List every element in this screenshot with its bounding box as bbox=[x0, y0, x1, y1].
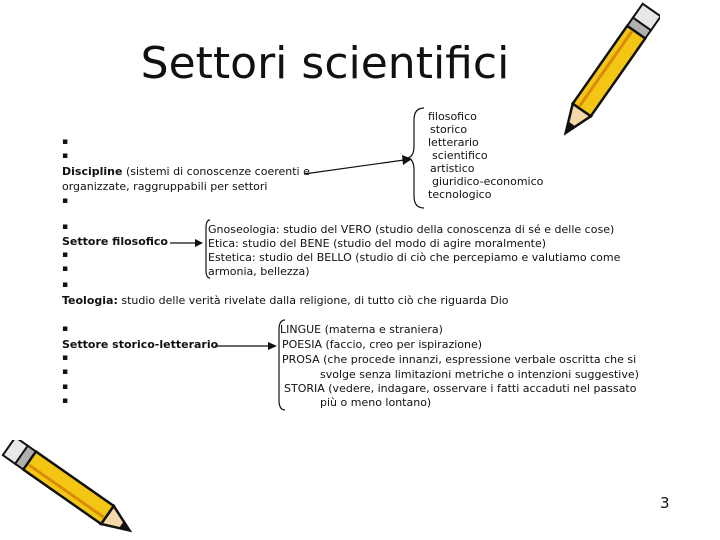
teologia-text: studio delle verità rivelate dalla religione, di tutto ciò che riguarda Dio bbox=[121, 294, 509, 307]
discipline-text-1: (sistemi di conoscenze coerenti e bbox=[125, 165, 310, 178]
page-title: Settori scientifici bbox=[140, 38, 510, 89]
sector-item: scientifico bbox=[432, 149, 488, 162]
bullet-marker: ▪ bbox=[62, 151, 69, 161]
sector-item: storico bbox=[430, 123, 468, 136]
filosofico-item: Etica: studio del BENE (studio del modo di agire moralmente) bbox=[208, 237, 547, 250]
bullet-marker: ▪ bbox=[62, 396, 69, 406]
teologia-label: Teologia: bbox=[62, 294, 118, 307]
bullet-marker: ▪ bbox=[62, 353, 69, 363]
storico-item: più o meno lontano) bbox=[320, 396, 432, 409]
discipline-line-1 bbox=[62, 165, 310, 178]
storico-item: svolge senza limitazioni metriche o intenzioni suggestive) bbox=[320, 368, 639, 381]
bullet-marker: ▪ bbox=[62, 137, 69, 147]
storico-item: PROSA (che procede innanzi, espressione verbale oscritta che si bbox=[282, 353, 637, 366]
discipline-label: Discipline bbox=[62, 165, 123, 178]
teologia-line bbox=[62, 294, 509, 307]
bullet-marker: ▪ bbox=[62, 264, 69, 274]
settore-filosofico-label: Settore filosofico bbox=[62, 235, 168, 248]
filosofico-item: Gnoseologia: studio del VERO (studio della conoscenza di sé e delle cose) bbox=[208, 223, 615, 236]
sector-bracket bbox=[300, 106, 430, 210]
bullet-marker: ▪ bbox=[62, 367, 69, 377]
storico-item: STORIA (vedere, indagare, osservare i fatti accaduti nel passato bbox=[284, 382, 637, 395]
pencil-icon bbox=[0, 440, 140, 540]
sector-item: artistico bbox=[430, 162, 475, 175]
sector-item: letterario bbox=[428, 136, 479, 149]
storico-item: LINGUE (materna e straniera) bbox=[280, 323, 443, 336]
bullet-marker: ▪ bbox=[62, 250, 69, 260]
bullet-marker: ▪ bbox=[62, 196, 69, 206]
settore-storico-label: Settore storico-letterario bbox=[62, 338, 219, 351]
filosofico-item: armonia, bellezza) bbox=[208, 265, 310, 278]
sector-item: giuridico-economico bbox=[432, 175, 544, 188]
filosofico-bracket bbox=[170, 218, 210, 280]
sector-item: filosofico bbox=[428, 110, 477, 123]
sector-item: tecnologico bbox=[428, 188, 492, 201]
bullet-marker: ▪ bbox=[62, 222, 69, 232]
page-number: 3 bbox=[660, 494, 670, 512]
filosofico-item: Estetica: studio del BELLO (studio di ciò che percepiamo e valutiamo come bbox=[208, 251, 621, 264]
discipline-text-2: organizzate, raggruppabili per settori bbox=[62, 180, 268, 193]
bullet-marker: ▪ bbox=[62, 324, 69, 334]
bullet-marker: ▪ bbox=[62, 382, 69, 392]
storico-item: POESIA (faccio, creo per ispirazione) bbox=[282, 338, 483, 351]
bullet-marker: ▪ bbox=[62, 280, 69, 290]
storico-bracket bbox=[215, 318, 285, 412]
